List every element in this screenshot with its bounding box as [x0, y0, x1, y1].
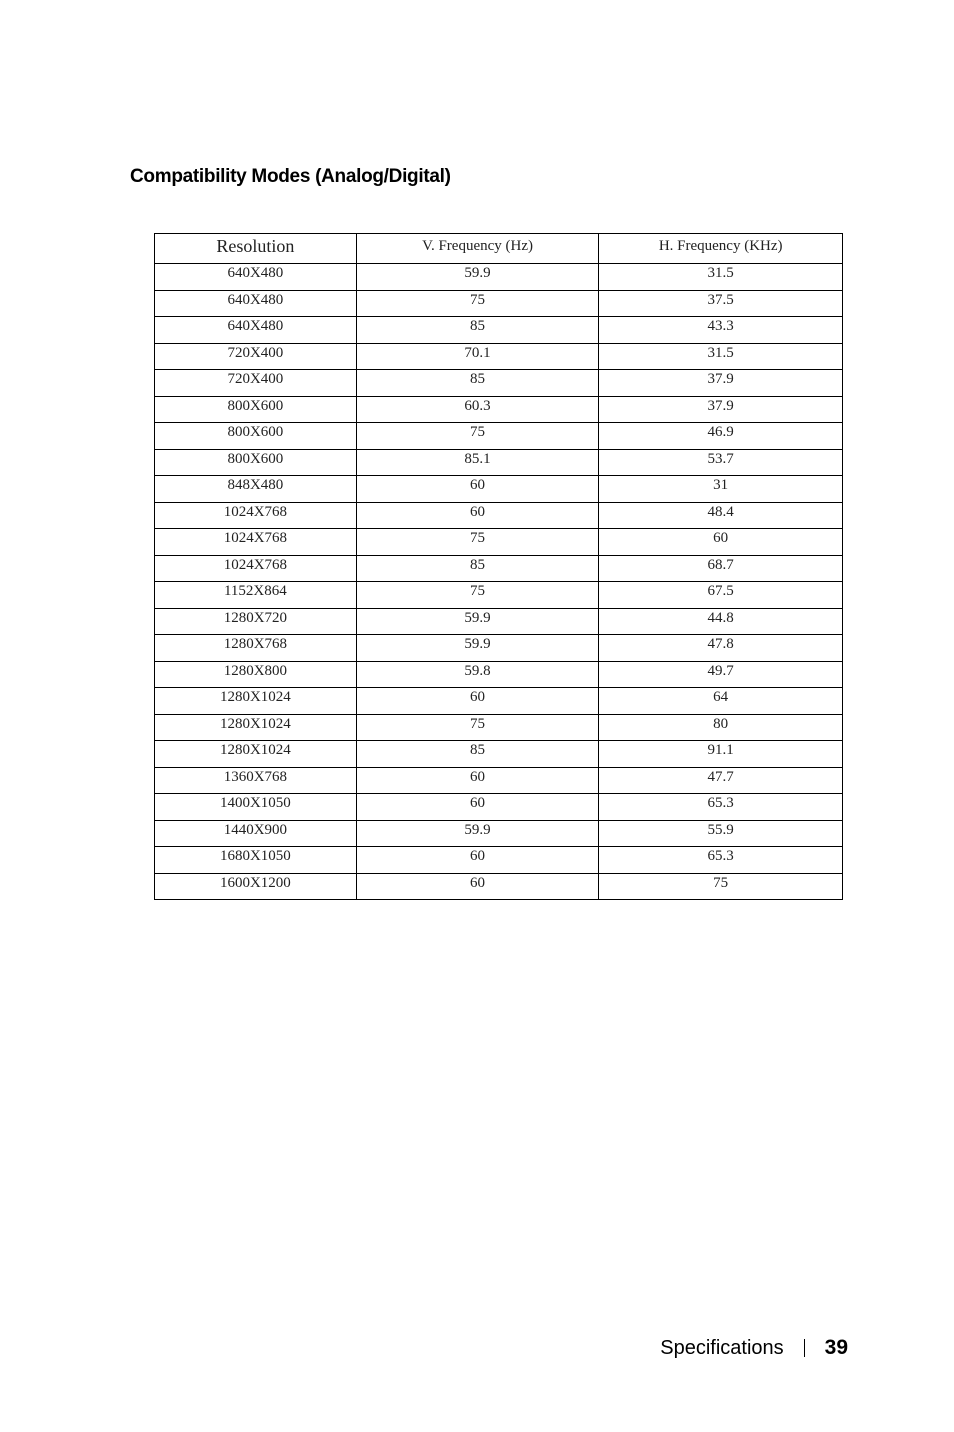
cell-resolution: 1024X768 — [155, 502, 357, 529]
cell-h-frequency: 31 — [599, 476, 843, 503]
table-row — [155, 396, 843, 423]
cell-v-frequency: 60 — [356, 767, 599, 794]
cell-h-frequency: 46.9 — [599, 423, 843, 450]
table-row — [155, 820, 843, 847]
table-row — [155, 264, 843, 291]
table-header-row — [155, 234, 843, 264]
cell-v-frequency: 59.9 — [356, 264, 599, 291]
cell-resolution: 1680X1050 — [155, 847, 357, 874]
cell-v-frequency: 75 — [356, 290, 599, 317]
cell-v-frequency: 59.9 — [356, 635, 599, 662]
cell-resolution: 800X600 — [155, 396, 357, 423]
table-row — [155, 688, 843, 715]
table-row — [155, 476, 843, 503]
cell-h-frequency: 47.8 — [599, 635, 843, 662]
table-row — [155, 555, 843, 582]
cell-h-frequency: 31.5 — [599, 264, 843, 291]
footer-divider — [804, 1339, 805, 1357]
cell-h-frequency: 37.9 — [599, 396, 843, 423]
cell-resolution: 1360X768 — [155, 767, 357, 794]
cell-h-frequency: 44.8 — [599, 608, 843, 635]
cell-resolution: 1440X900 — [155, 820, 357, 847]
table-row — [155, 502, 843, 529]
cell-v-frequency: 75 — [356, 529, 599, 556]
cell-resolution: 1280X800 — [155, 661, 357, 688]
table-row — [155, 873, 843, 900]
cell-v-frequency: 60 — [356, 794, 599, 821]
cell-h-frequency: 80 — [599, 714, 843, 741]
cell-v-frequency: 85 — [356, 555, 599, 582]
cell-v-frequency: 60 — [356, 873, 599, 900]
cell-v-frequency: 59.9 — [356, 820, 599, 847]
table-row — [155, 317, 843, 344]
table-row — [155, 449, 843, 476]
cell-resolution: 1024X768 — [155, 555, 357, 582]
compatibility-modes-table — [154, 233, 843, 900]
table-row — [155, 741, 843, 768]
table-row — [155, 714, 843, 741]
cell-v-frequency: 85 — [356, 317, 599, 344]
table-row — [155, 608, 843, 635]
table-row — [155, 635, 843, 662]
table-row — [155, 529, 843, 556]
table-row — [155, 794, 843, 821]
cell-v-frequency: 60.3 — [356, 396, 599, 423]
cell-h-frequency: 43.3 — [599, 317, 843, 344]
cell-v-frequency: 60 — [356, 847, 599, 874]
cell-h-frequency: 37.5 — [599, 290, 843, 317]
cell-resolution: 720X400 — [155, 343, 357, 370]
cell-h-frequency: 75 — [599, 873, 843, 900]
cell-resolution: 1024X768 — [155, 529, 357, 556]
table-row — [155, 290, 843, 317]
cell-v-frequency: 70.1 — [356, 343, 599, 370]
cell-v-frequency: 60 — [356, 476, 599, 503]
table-row — [155, 343, 843, 370]
cell-h-frequency: 68.7 — [599, 555, 843, 582]
header-resolution: Resolution — [155, 234, 357, 264]
cell-h-frequency: 55.9 — [599, 820, 843, 847]
cell-h-frequency: 53.7 — [599, 449, 843, 476]
cell-v-frequency: 60 — [356, 502, 599, 529]
cell-v-frequency: 59.9 — [356, 608, 599, 635]
cell-resolution: 640X480 — [155, 290, 357, 317]
cell-resolution: 1280X1024 — [155, 741, 357, 768]
page-footer — [660, 1336, 848, 1360]
table-row — [155, 767, 843, 794]
cell-resolution: 1280X1024 — [155, 688, 357, 715]
cell-v-frequency: 85.1 — [356, 449, 599, 476]
cell-resolution: 640X480 — [155, 317, 357, 344]
cell-resolution: 1280X768 — [155, 635, 357, 662]
cell-h-frequency: 31.5 — [599, 343, 843, 370]
cell-h-frequency: 67.5 — [599, 582, 843, 609]
cell-h-frequency: 64 — [599, 688, 843, 715]
table-row — [155, 661, 843, 688]
table-body — [155, 264, 843, 900]
cell-v-frequency: 75 — [356, 582, 599, 609]
cell-resolution: 848X480 — [155, 476, 357, 503]
cell-resolution: 1280X1024 — [155, 714, 357, 741]
cell-v-frequency: 60 — [356, 688, 599, 715]
footer-section-label: Specifications — [660, 1336, 784, 1359]
section-heading: Compatibility Modes (Analog/Digital) — [130, 166, 451, 187]
cell-v-frequency: 85 — [356, 370, 599, 397]
cell-h-frequency: 49.7 — [599, 661, 843, 688]
cell-v-frequency: 75 — [356, 423, 599, 450]
cell-resolution: 800X600 — [155, 449, 357, 476]
cell-resolution: 1600X1200 — [155, 873, 357, 900]
header-h-frequency: H. Frequency (KHz) — [599, 234, 843, 264]
cell-resolution: 1400X1050 — [155, 794, 357, 821]
cell-resolution: 640X480 — [155, 264, 357, 291]
page-number: 39 — [824, 1336, 848, 1359]
cell-resolution: 720X400 — [155, 370, 357, 397]
table-row — [155, 423, 843, 450]
table-row — [155, 847, 843, 874]
cell-v-frequency: 85 — [356, 741, 599, 768]
cell-resolution: 1280X720 — [155, 608, 357, 635]
cell-h-frequency: 48.4 — [599, 502, 843, 529]
header-v-frequency: V. Frequency (Hz) — [356, 234, 599, 264]
cell-resolution: 800X600 — [155, 423, 357, 450]
cell-h-frequency: 37.9 — [599, 370, 843, 397]
cell-v-frequency: 59.8 — [356, 661, 599, 688]
cell-h-frequency: 65.3 — [599, 847, 843, 874]
cell-resolution: 1152X864 — [155, 582, 357, 609]
cell-h-frequency: 60 — [599, 529, 843, 556]
cell-h-frequency: 91.1 — [599, 741, 843, 768]
table-row — [155, 582, 843, 609]
cell-h-frequency: 47.7 — [599, 767, 843, 794]
cell-v-frequency: 75 — [356, 714, 599, 741]
cell-h-frequency: 65.3 — [599, 794, 843, 821]
table-row — [155, 370, 843, 397]
